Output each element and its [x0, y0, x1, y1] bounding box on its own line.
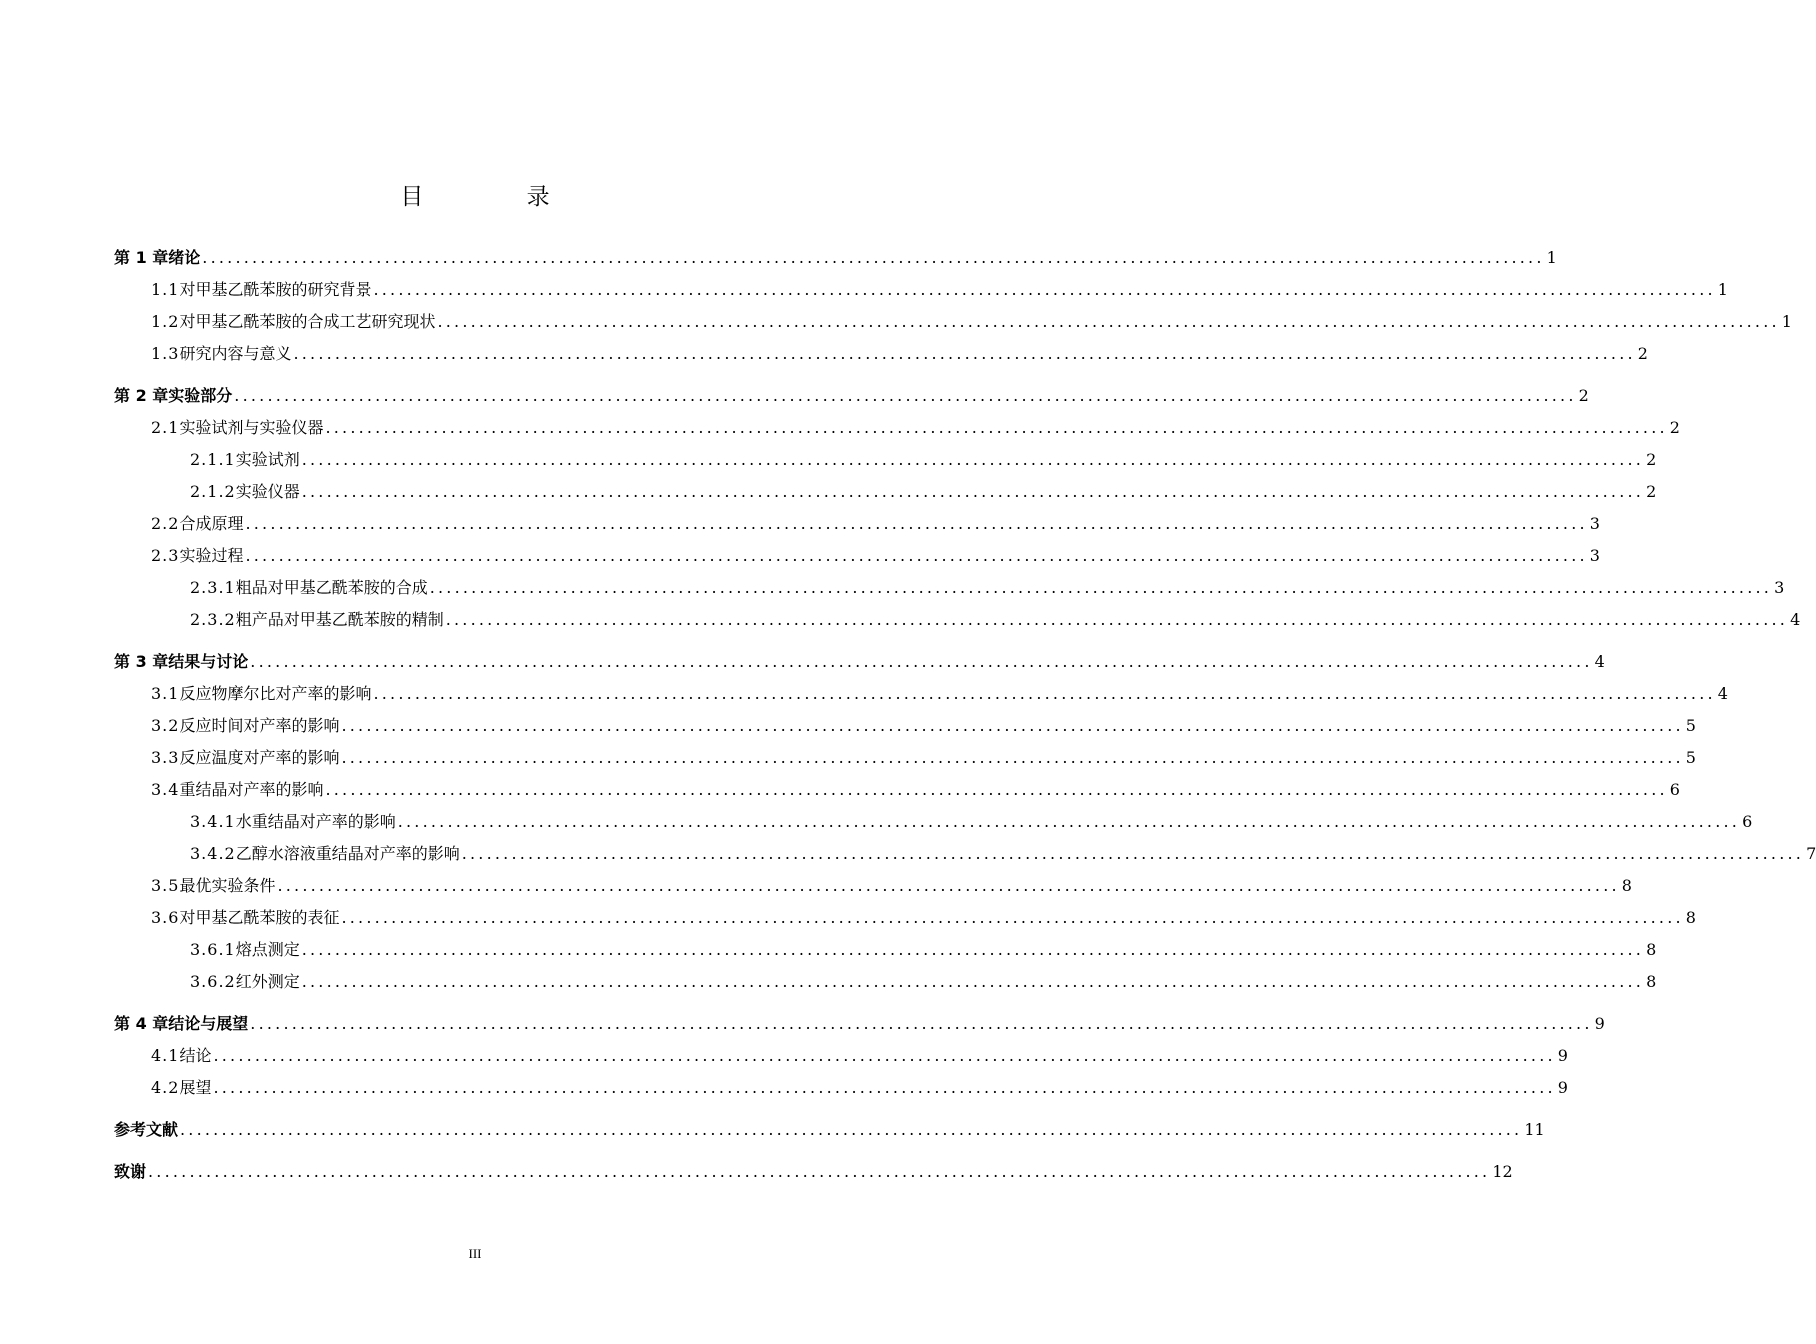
toc-number: 1.1	[151, 280, 180, 299]
toc-leader: ..................................................................................................................................................................	[148, 1162, 1491, 1181]
toc-entry-2-3-1[interactable]	[114, 574, 1785, 598]
toc-leader: ..................................................................................................................................................................	[293, 344, 1636, 363]
toc-leader: ..................................................................................................................................................................	[180, 1120, 1523, 1139]
toc-number: 第 3 章	[114, 652, 169, 671]
toc-title: 实验仪器	[235, 482, 300, 501]
toc-title: 结果与讨论	[168, 652, 249, 671]
toc-leader: ..................................................................................................................................................................	[437, 312, 1780, 331]
toc-page-number: 1	[1781, 312, 1792, 331]
toc-page-number: 8	[1646, 940, 1657, 959]
toc-leader: ..................................................................................................................................................................	[461, 844, 1805, 863]
toc-entry-1-2[interactable]	[114, 308, 1792, 332]
toc-entry-2-1-1[interactable]	[114, 446, 1657, 470]
toc-title: 对甲基乙酰苯胺的表征	[179, 908, 340, 927]
toc-leader: ..................................................................................................................................................................	[213, 1046, 1556, 1065]
toc-leader: ..................................................................................................................................................................	[301, 482, 1645, 501]
toc-entry-2-1-2[interactable]	[114, 478, 1657, 502]
toc-entry-1-1[interactable]	[114, 276, 1728, 300]
toc-page-number: 8	[1621, 876, 1632, 895]
toc-page-number: 9	[1557, 1046, 1568, 1065]
toc-leader: ..................................................................................................................................................................	[373, 684, 1716, 703]
toc-title: 致谢	[114, 1162, 147, 1181]
toc-title: 水重结晶对产率的影响	[235, 812, 396, 831]
toc-entry-2-1[interactable]	[114, 414, 1680, 438]
toc-page-number: 3	[1589, 546, 1600, 565]
toc-entry-3-6[interactable]	[114, 904, 1696, 928]
toc-number: 3.6.1	[190, 940, 236, 959]
toc-page-number: 7	[1806, 844, 1816, 863]
toc-number: 2.1.2	[190, 482, 236, 501]
toc-title: 反应物摩尔比对产率的影响	[179, 684, 372, 703]
toc-number: 3.6	[151, 908, 180, 927]
toc-number: 3.2	[151, 716, 180, 735]
toc-page-number: 8	[1685, 908, 1696, 927]
toc-leader: ..................................................................................................................................................................	[301, 972, 1645, 991]
toc-entry-1-3[interactable]	[114, 340, 1648, 364]
toc-title: 展望	[179, 1078, 212, 1097]
toc-page-number: 9	[1557, 1078, 1568, 1097]
toc-number: 3.4	[151, 780, 180, 799]
toc-page-number: 5	[1685, 716, 1696, 735]
toc-title: 反应温度对产率的影响	[179, 748, 340, 767]
toc-title: 结论与展望	[168, 1014, 249, 1033]
toc-page-number: 3	[1774, 578, 1785, 597]
toc-number: 第 1 章	[114, 248, 169, 267]
toc-number: 2.1	[151, 418, 180, 437]
toc-page-number: 2	[1669, 418, 1680, 437]
toc-page-number: 12	[1492, 1162, 1513, 1181]
toc-page-number: 6	[1669, 780, 1680, 799]
toc-number: 3.4.2	[190, 844, 236, 863]
toc-page-number: 6	[1742, 812, 1753, 831]
toc-number: 2.3.1	[190, 578, 236, 597]
toc-page-number: 4	[1790, 610, 1801, 629]
toc-title: 研究内容与意义	[179, 344, 292, 363]
toc-title: 乙醇水溶液重结晶对产率的影响	[235, 844, 460, 863]
toc-title: 粗品对甲基乙酰苯胺的合成	[235, 578, 428, 597]
toc-leader: ..................................................................................................................................................................	[245, 546, 1588, 565]
toc-entry-3-4-2[interactable]	[114, 840, 1816, 864]
toc-page-number: 3	[1589, 514, 1600, 533]
toc-title: 参考文献	[114, 1120, 179, 1139]
toc-leader: ..................................................................................................................................................................	[301, 940, 1645, 959]
toc-entry-2-3[interactable]	[114, 542, 1600, 566]
toc-page-number: 8	[1646, 972, 1657, 991]
page-title: 目 录	[400, 184, 598, 210]
toc-page-number: 2	[1646, 482, 1657, 501]
toc-entry-chapter-1[interactable]	[114, 244, 1557, 268]
toc-number: 第 2 章	[114, 386, 169, 405]
page-number-footer: III	[468, 1246, 482, 1261]
toc-leader: ..................................................................................................................................................................	[445, 610, 1789, 629]
toc-title: 实验试剂	[235, 450, 300, 469]
toc-leader: ..................................................................................................................................................................	[245, 514, 1588, 533]
toc-entry-2-2[interactable]	[114, 510, 1600, 534]
toc-title: 结论	[179, 1046, 212, 1065]
toc-number: 3.5	[151, 876, 180, 895]
toc-title: 粗产品对甲基乙酰苯胺的精制	[235, 610, 444, 629]
toc-leader: ..................................................................................................................................................................	[325, 418, 1668, 437]
toc-entry-3-5[interactable]	[114, 872, 1632, 896]
toc-entry-chapter-3[interactable]	[114, 648, 1605, 672]
toc-page-number: 2	[1578, 386, 1589, 405]
toc-leader: ..................................................................................................................................................................	[234, 386, 1577, 405]
toc-title: 绪论	[168, 248, 201, 267]
toc-entry-3-1[interactable]	[114, 680, 1728, 704]
toc-entry-3-6-1[interactable]	[114, 936, 1657, 960]
toc-entry-3-4[interactable]	[114, 776, 1680, 800]
toc-title: 重结晶对产率的影响	[179, 780, 324, 799]
toc-entry-3-3[interactable]	[114, 744, 1696, 768]
toc-page-number: 1	[1546, 248, 1557, 267]
toc-entry-4-2[interactable]	[114, 1074, 1568, 1098]
toc-title: 红外测定	[235, 972, 300, 991]
toc-entry-3-2[interactable]	[114, 712, 1696, 736]
toc-page-number: 9	[1594, 1014, 1605, 1033]
toc-number: 3.1	[151, 684, 180, 703]
toc-leader: ..................................................................................................................................................................	[301, 450, 1645, 469]
toc-leader: ..................................................................................................................................................................	[325, 780, 1668, 799]
toc-number: 1.3	[151, 344, 180, 363]
toc-page-number: 4	[1594, 652, 1605, 671]
toc-entry-2-3-2[interactable]	[114, 606, 1801, 630]
toc-entry-3-6-2[interactable]	[114, 968, 1657, 992]
toc-title: 实验过程	[179, 546, 244, 565]
toc-entry-3-4-1[interactable]	[114, 808, 1753, 832]
toc-leader: ..................................................................................................................................................................	[250, 1014, 1593, 1033]
toc-title: 熔点测定	[235, 940, 300, 959]
toc-leader: ..................................................................................................................................................................	[341, 748, 1684, 767]
toc-leader: ..................................................................................................................................................................	[397, 812, 1741, 831]
toc-number: 2.2	[151, 514, 180, 533]
toc-leader: ..................................................................................................................................................................	[429, 578, 1773, 597]
toc-entry-references[interactable]	[114, 1116, 1545, 1140]
toc-leader: ..................................................................................................................................................................	[277, 876, 1620, 895]
toc-number: 3.3	[151, 748, 180, 767]
toc-number: 3.4.1	[190, 812, 236, 831]
toc-entry-4-1[interactable]	[114, 1042, 1568, 1066]
toc-title: 对甲基乙酰苯胺的研究背景	[179, 280, 372, 299]
toc-leader: ..................................................................................................................................................................	[373, 280, 1716, 299]
toc-number: 2.3.2	[190, 610, 236, 629]
toc-number: 3.6.2	[190, 972, 236, 991]
toc-title: 反应时间对产率的影响	[179, 716, 340, 735]
toc-title: 实验部分	[168, 386, 233, 405]
toc-number: 2.1.1	[190, 450, 236, 469]
toc-page-number: 5	[1685, 748, 1696, 767]
toc-page-number: 11	[1524, 1120, 1545, 1139]
toc-leader: ..................................................................................................................................................................	[341, 908, 1684, 927]
toc-number: 4.2	[151, 1078, 180, 1097]
toc-number: 1.2	[151, 312, 180, 331]
toc-number: 4.1	[151, 1046, 180, 1065]
toc-entry-acknowledgements[interactable]	[114, 1158, 1513, 1182]
toc-page-number: 1	[1717, 280, 1728, 299]
toc-page-number: 2	[1637, 344, 1648, 363]
toc-title: 最优实验条件	[179, 876, 276, 895]
toc-number: 2.3	[151, 546, 180, 565]
toc-leader: ..................................................................................................................................................................	[250, 652, 1593, 671]
toc-leader: ..................................................................................................................................................................	[213, 1078, 1556, 1097]
toc-page-number: 2	[1646, 450, 1657, 469]
toc-entry-chapter-4[interactable]	[114, 1010, 1605, 1034]
toc-leader: ..................................................................................................................................................................	[341, 716, 1684, 735]
toc-entry-chapter-2[interactable]	[114, 382, 1589, 406]
toc-title: 实验试剂与实验仪器	[179, 418, 324, 437]
toc-page-number: 4	[1717, 684, 1728, 703]
toc-title: 合成原理	[179, 514, 244, 533]
toc-leader: ..................................................................................................................................................................	[202, 248, 1545, 267]
toc-number: 第 4 章	[114, 1014, 169, 1033]
toc-title: 对甲基乙酰苯胺的合成工艺研究现状	[179, 312, 436, 331]
